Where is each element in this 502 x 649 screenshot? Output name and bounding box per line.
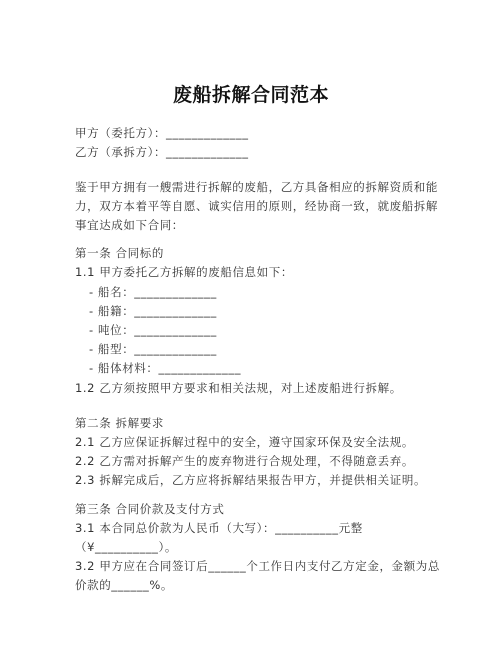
clause-3-1: 3.1 本合同总价款为人民币（大写）：__________元整 [75,521,363,535]
clause-3-2-cont: 价款的______%。 [75,578,174,592]
ship-registry-item: - 船籍：_____________ [89,304,217,318]
article-1-heading: 第一条 合同标的 [75,246,164,260]
article-2-heading: 第二条 拆解要求 [75,416,164,430]
clause-3-2: 3.2 甲方应在合同签订后______个工作日内支付乙方定金，金额为总 [75,559,440,573]
clause-1-1: 1.1 甲方委托乙方拆解的废船信息如下： [75,265,293,279]
ship-name-item: - 船名：_____________ [89,285,217,299]
clause-2-2: 2.2 乙方需对拆解产生的废弃物进行合规处理，不得随意丢弃。 [75,454,414,468]
intro-line-3: 事宜达成如下合同： [75,218,184,232]
clause-3-1-cont: （¥__________）。 [75,540,177,554]
ship-type-item: - 船型：_____________ [89,342,217,356]
party-a-line: 甲方（委托方）：_____________ [75,126,249,140]
hull-material-item: - 船体材料：_____________ [89,361,242,375]
page-title: 废船拆解合同范本 [172,84,329,106]
clause-2-1: 2.1 乙方应保证拆解过程中的安全，遵守国家环保及安全法规。 [75,435,414,449]
intro-line-2: 力，双方本着平等自愿、诚实信用的原则，经协商一致，就废船拆解 [75,199,438,213]
clause-2-3: 2.3 拆解完成后，乙方应将拆解结果报告甲方，并提供相关证明。 [75,473,427,487]
article-3-heading: 第三条 合同价款及支付方式 [75,502,225,516]
intro-line-1: 鉴于甲方拥有一艘需进行拆解的废船，乙方具备相应的拆解资质和能 [75,180,438,194]
clause-1-2: 1.2 乙方须按照甲方要求和相关法规，对上述废船进行拆解。 [75,381,402,395]
party-b-line: 乙方（承拆方）：_____________ [75,145,249,159]
ship-tonnage-item: - 吨位：_____________ [89,323,217,337]
